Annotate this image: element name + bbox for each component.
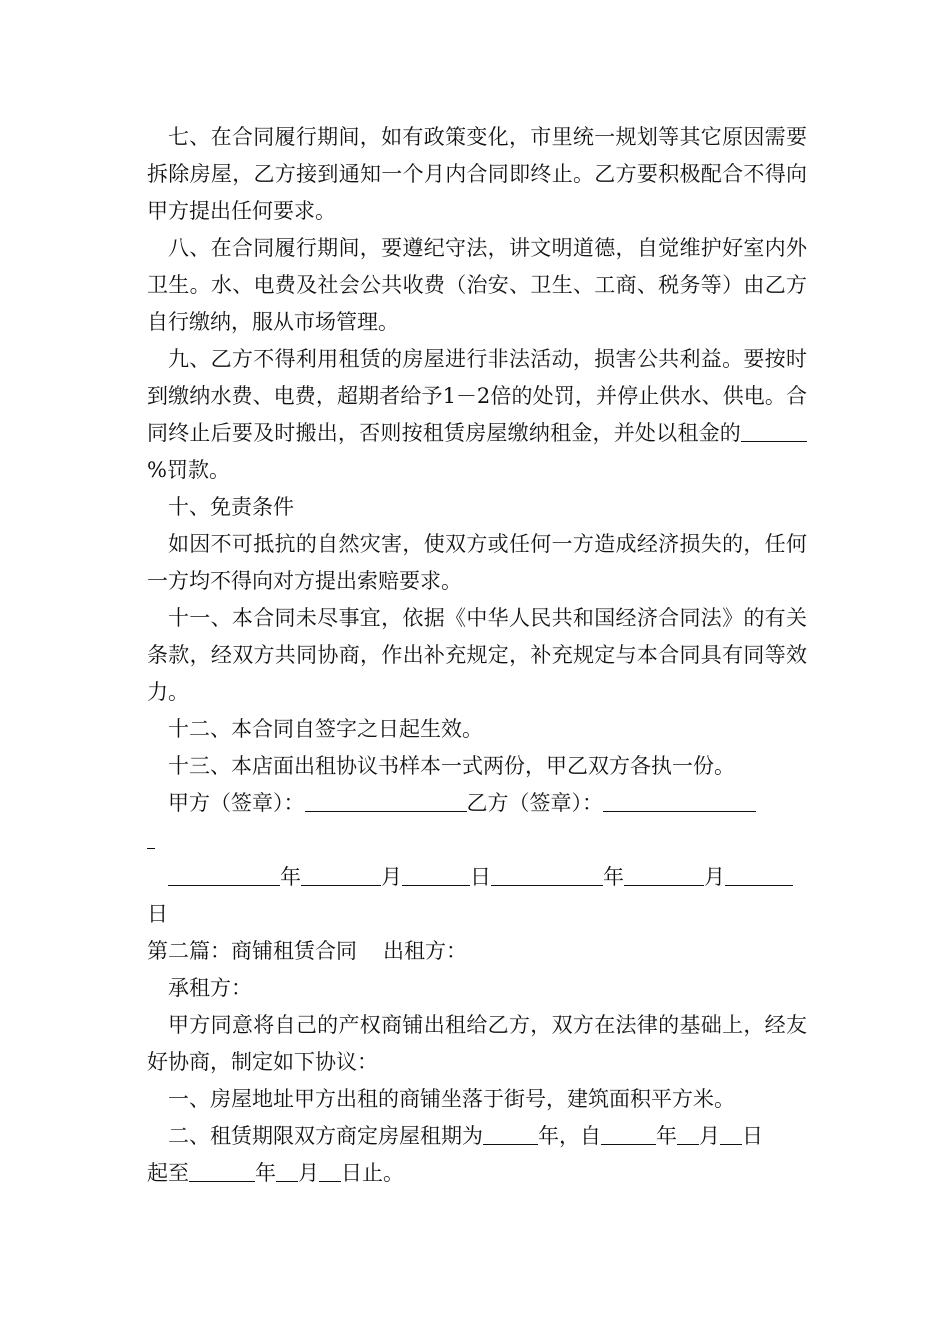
party-b-label: 乙方（签章）： — [466, 791, 603, 815]
item-2-end-year-label: 年 — [255, 1161, 276, 1185]
item-2-end-day-label: 日止。 — [341, 1161, 404, 1185]
lease-term-years-field[interactable] — [483, 1120, 538, 1145]
clause-9-text: 九、乙方不得利用租赁的房屋进行非法活动，损害公共利益。要按时到缴纳水费、电费，超期者给予1－2倍的处罚，并停止供水、供电。合同终止后要及时搬出，否则按租赁房屋缴纳租金，并处以租金的 — [147, 347, 807, 445]
clause-11: 十一、本合同未尽事宜，依据《中华人民共和国经济合同法》的有关条款，经双方共同协商，作出补充规定，补充规定与本合同具有同等效力。 — [147, 606, 807, 704]
signature-dates — [147, 859, 807, 896]
start-year-field[interactable] — [601, 1120, 656, 1145]
item-2-text: 二、租赁期限双方商定房屋租期为 — [168, 1124, 483, 1148]
part-2-heading: 第二篇：商铺租赁合同 — [147, 939, 357, 963]
part-2-item-1: 一、房屋地址甲方出租的商铺坐落于街号，建筑面积平方米。 — [168, 1087, 735, 1111]
item-2-year-label: 年 — [656, 1124, 677, 1148]
item-2-year-from: 年，自 — [538, 1124, 601, 1148]
month-label: 月 — [381, 865, 402, 889]
party-a-month-field[interactable] — [301, 861, 381, 886]
day-label: 日 — [470, 865, 491, 889]
clause-10-body: 如因不可抵抗的自然灾害，使双方或任何一方造成经济损失的，任何一方均不得向对方提出索赔要求。 — [147, 532, 807, 593]
part-2-intro: 甲方同意将自己的产权商铺出租给乙方，双方在法律的基础上，经友好协商，制定如下协议： — [147, 1013, 807, 1074]
start-month-field[interactable] — [677, 1120, 699, 1145]
clause-7: 七、在合同履行期间，如有政策变化，市里统一规划等其它原因需要拆除房屋，乙方接到通知一个月内合同即终止。乙方要积极配合不得向甲方提出任何要求。 — [147, 125, 807, 223]
year-label: 年 — [603, 865, 624, 889]
clause-10-title: 十、免责条件 — [168, 495, 294, 519]
party-a-day-field[interactable] — [402, 861, 470, 886]
signature-day-wrap: 日 — [147, 902, 168, 926]
end-month-field[interactable] — [276, 1157, 298, 1182]
signature-overflow — [147, 822, 807, 859]
party-a-year-field[interactable] — [168, 861, 280, 886]
clause-9 — [147, 341, 807, 489]
party-a-label: 甲方（签章）： — [168, 791, 305, 815]
end-day-field[interactable] — [319, 1157, 341, 1182]
end-year-field[interactable] — [189, 1157, 255, 1182]
clause-8: 八、在合同履行期间，要遵纪守法，讲文明道德，自觉维护好室内外卫生。水、电费及社会公共收费（治安、卫生、工商、税务等）由乙方自行缴纳，服从市场管理。 — [147, 236, 807, 334]
party-b-day-field[interactable] — [725, 861, 793, 886]
document-page — [147, 119, 807, 1192]
party-a-signature-field[interactable] — [305, 787, 467, 812]
party-b-month-field[interactable] — [624, 861, 704, 886]
signature-overflow-blank — [147, 824, 155, 849]
item-2-line-2 — [147, 1155, 807, 1192]
lessee-label: 承租方： — [168, 976, 252, 1000]
item-2-line-1 — [147, 1118, 807, 1155]
part-2-heading-line — [147, 933, 807, 970]
penalty-blank — [741, 417, 807, 442]
clause-12: 十二、本合同自签字之日起生效。 — [168, 717, 483, 741]
party-b-signature-field[interactable] — [603, 787, 756, 812]
item-2-end-month-label: 月 — [298, 1161, 319, 1185]
clause-9-tail: %罚款。 — [147, 458, 230, 482]
item-2-month-label: 月 — [699, 1124, 720, 1148]
month-label: 月 — [704, 865, 725, 889]
lessor-label: 出租方： — [383, 939, 467, 963]
signature-parties — [147, 785, 807, 822]
signature-block — [147, 785, 807, 933]
party-b-year-field[interactable] — [491, 861, 603, 886]
year-label: 年 — [280, 865, 301, 889]
part-2-item-2 — [147, 1118, 807, 1192]
clause-13: 十三、本店面出租协议书样本一式两份，甲乙双方各执一份。 — [168, 754, 735, 778]
item-2-day-label: 日 — [742, 1124, 763, 1148]
item-2-until: 起至 — [147, 1161, 189, 1185]
start-day-field[interactable] — [720, 1120, 742, 1145]
